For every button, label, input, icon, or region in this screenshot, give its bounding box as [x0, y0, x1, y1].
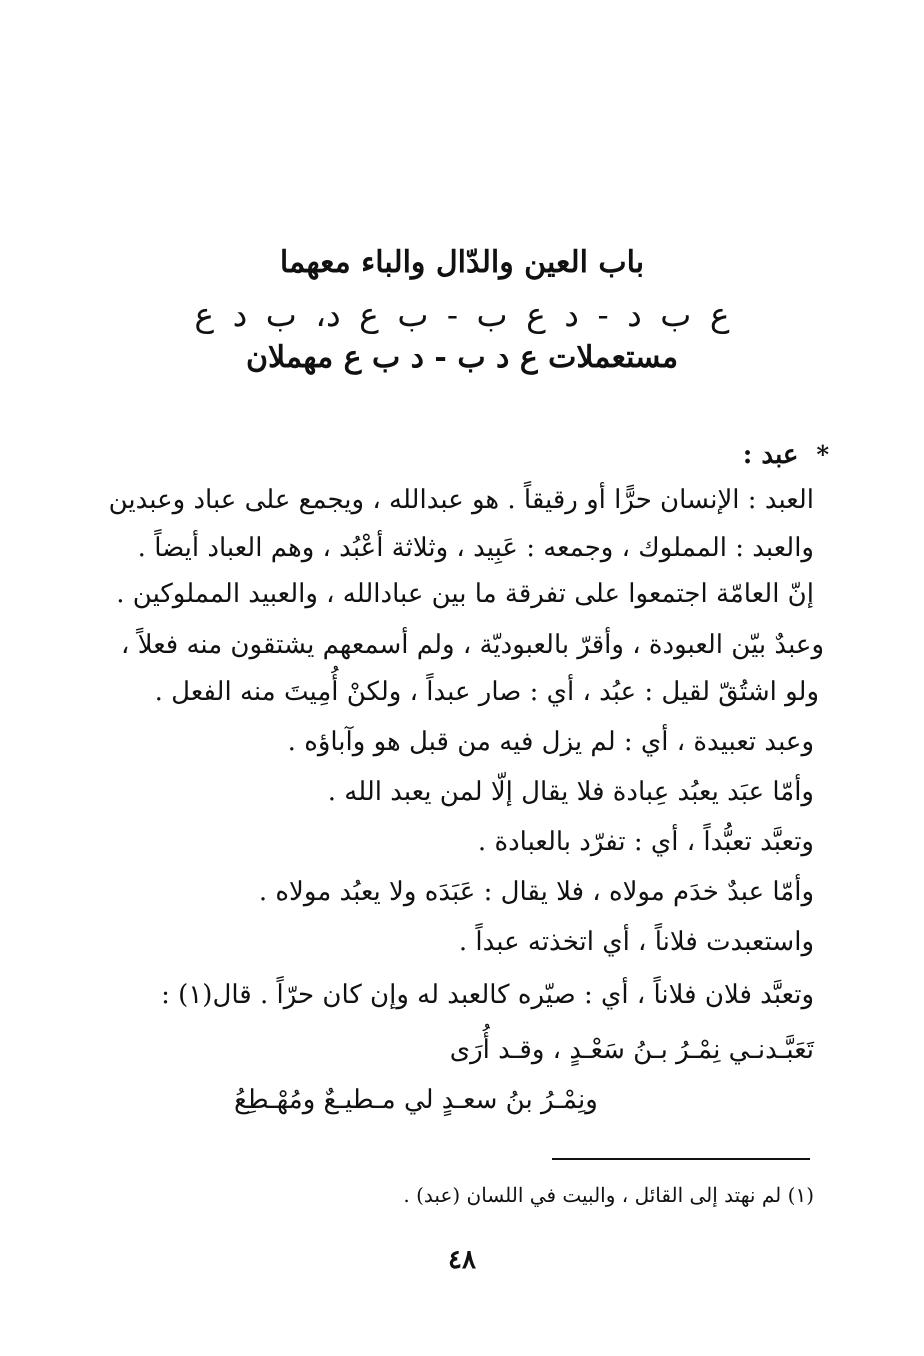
page-number: ٤٨	[448, 1245, 476, 1275]
chapter-title: باب العين والدّال والباء معهما	[279, 245, 645, 280]
entry-line-1: العبد : الإنسان حرًّا أو رقيقاً . هو عبدالله ، ويجمع على عباد وعبدين	[108, 485, 814, 515]
star-marker-icon: *	[816, 440, 829, 469]
entry-line-7: وأمّا عبَد يعبُد عِبادة فلا يقال إلّا لمن يعبد الله .	[327, 777, 814, 807]
entry-line-5: ولو اشتُقّ لقيل : عبُد ، أي : صار عبداً ، ولكنْ أُمِيتَ منه الفعل .	[154, 677, 819, 707]
headword: عبد :	[742, 440, 799, 470]
entry-line-8: وتعبَّد تعبُّداً ، أي : تفرّد بالعبادة .	[477, 827, 814, 857]
footnote-marker: (١)	[787, 1183, 814, 1207]
root-permutations: ع ب د - د ع ب - ب ع د، ب د ع	[194, 295, 730, 334]
verse-hemistich-1: تَعَبَّـدنـي نِمْـرُ بـنُ سَعْـدٍ ، وقـد أُرَى	[449, 1035, 814, 1065]
entry-line-9: وأمّا عبدٌ خدَم مولاه ، فلا يقال : عَبَدَه ولا يعبُد مولاه .	[258, 877, 814, 907]
entry-line-11: وتعبَّد فلان فلاناً ، أي : صيّره كالعبد له وإن كان حرّاً . قال(١) :	[161, 980, 814, 1010]
entry-line-3: إنّ العامّة اجتمعوا على تفرقة ما بين عبادالله ، والعبيد المملوكين .	[116, 579, 814, 609]
footnote	[403, 1183, 814, 1207]
entry-line-4: وعبدٌ بيّن العبودة ، وأقرّ بالعبوديّة ، ولم أسمعهم يشتقون منه فعلاً ،	[121, 630, 824, 660]
verse-hemistich-2	[102, 1080, 814, 1120]
verse-hemistich-2-text: ونِمْـرُ بنُ سعـدٍ لي مـطيـعٌ ومُهْـطِعُ	[234, 1085, 598, 1115]
entry-line-6: وعبد تعبيدة ، أي : لم يزل فيه من قبل هو وآباؤه .	[287, 727, 814, 757]
entry-heading	[743, 440, 829, 470]
used-unused-roots: مستعملات ع د ب - د ب ع مهملان	[245, 340, 679, 375]
footnote-text: لم نهتد إلى القائل ، والبيت في اللسان (عبد) .	[403, 1183, 782, 1207]
entry-line-2: والعبد : المملوك ، وجمعه : عَبِيد ، وثلاثة أعْبُد ، وهم العباد أيضاً .	[137, 533, 814, 563]
footnote-divider	[552, 1158, 810, 1160]
entry-line-10: واستعبدت فلاناً ، أي اتخذته عبداً .	[458, 927, 814, 957]
